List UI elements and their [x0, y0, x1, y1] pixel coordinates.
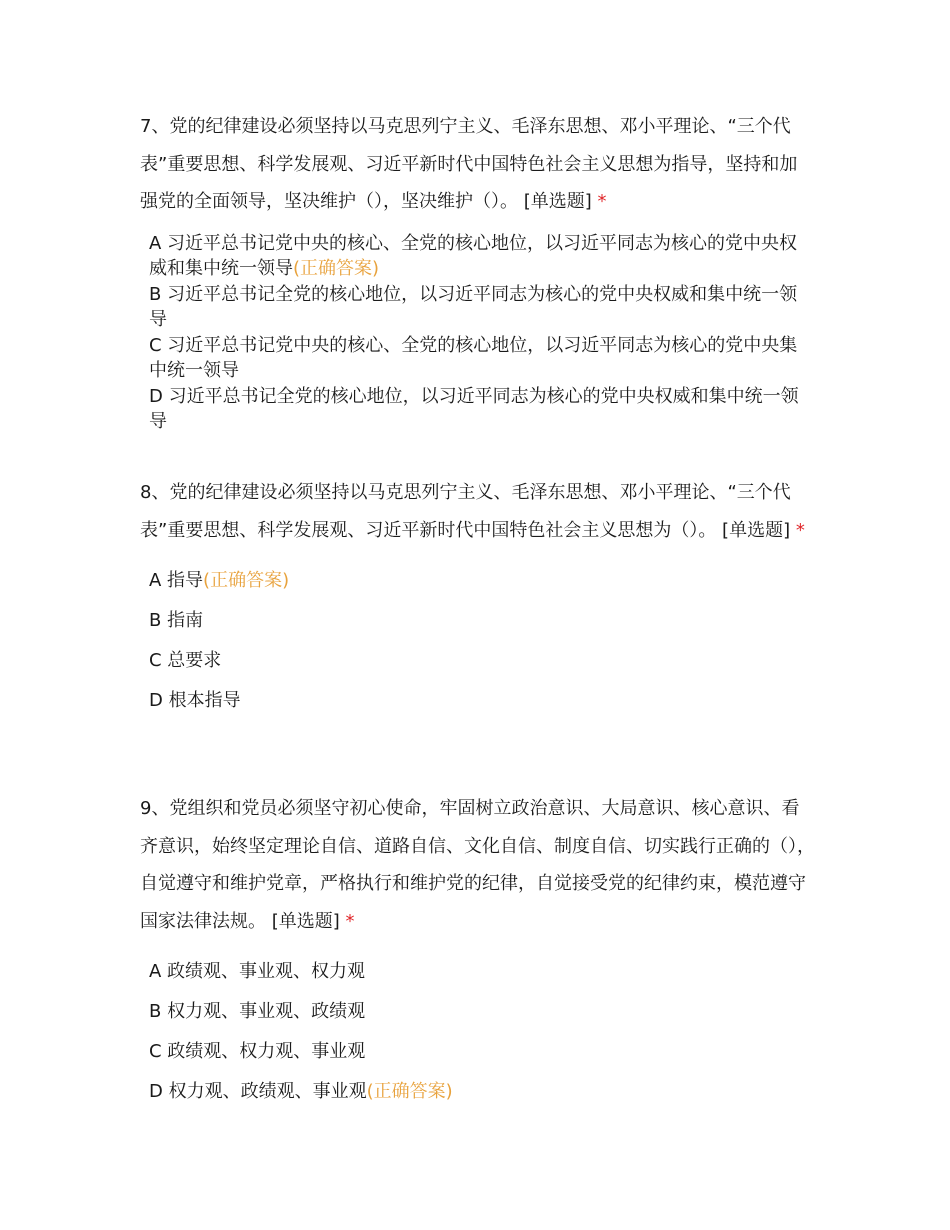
option-a[interactable]: [149, 952, 815, 992]
question-text: 9、党组织和党员必须坚守初心使命，牢固树立政治意识、大局意识、核心意识、看齐意识，始终坚定理论自信、道路自信、文化自信、制度自信、切实践行正确的（），自觉遵守和维护党章，严格执行和维护党的纪律，自觉接受党的纪律约束，模范遵守国家法律法规。 [单选题]: [140, 798, 815, 932]
option-text: A 习近平总书记党中央的核心、全党的核心地位，以习近平同志为核心的党中央权威和集中统一领导: [149, 232, 798, 279]
option-b[interactable]: [149, 601, 815, 641]
option-c[interactable]: [149, 333, 815, 383]
option-text: B 习近平总书记全党的核心地位，以习近平同志为核心的党中央权威和集中统一领导: [149, 283, 798, 330]
option-a[interactable]: [149, 561, 815, 601]
option-b[interactable]: [149, 282, 815, 332]
option-text: C 政绩观、权力观、事业观: [149, 1041, 366, 1062]
option-a[interactable]: [149, 231, 815, 281]
required-mark: *: [597, 191, 607, 212]
required-mark: *: [345, 910, 355, 932]
question-7: [140, 108, 815, 435]
required-mark: *: [795, 519, 805, 541]
option-c[interactable]: [149, 641, 815, 681]
option-text: B 权力观、事业观、政绩观: [149, 1001, 366, 1022]
options-list: [140, 952, 815, 1112]
option-text: C 习近平总书记党中央的核心、全党的核心地位，以习近平同志为核心的党中央集中统一领导: [149, 334, 798, 381]
correct-answer-mark: (正确答案): [293, 257, 380, 279]
option-text: A 指导: [149, 570, 204, 591]
option-text: D 根本指导: [149, 690, 241, 711]
question-stem: [140, 474, 815, 549]
correct-answer-mark: (正确答案): [203, 570, 290, 591]
options-list: [140, 231, 815, 434]
question-stem: [140, 108, 815, 221]
option-text: B 指南: [149, 610, 204, 631]
option-text: D 习近平总书记全党的核心地位，以习近平同志为核心的党中央权威和集中统一领导: [149, 385, 799, 432]
option-d[interactable]: [149, 384, 815, 434]
option-b[interactable]: [149, 992, 815, 1032]
option-text: C 总要求: [149, 650, 222, 671]
question-8: [140, 474, 815, 721]
question-text: 7、党的纪律建设必须坚持以马克思列宁主义、毛泽东思想、邓小平理论、“三个代表”重要思想、科学发展观、习近平新时代中国特色社会主义思想为指导，坚持和加强党的全面领导，坚决维护（），坚决维护（）。 [单选题]: [140, 116, 798, 212]
options-list: [140, 561, 815, 721]
option-d[interactable]: [149, 1072, 815, 1112]
option-text: A 政绩观、事业观、权力观: [149, 961, 366, 982]
question-stem: [140, 790, 815, 940]
option-text: D 权力观、政绩观、事业观: [149, 1081, 367, 1102]
option-c[interactable]: [149, 1032, 815, 1072]
question-9: [140, 790, 815, 1112]
question-text: 8、党的纪律建设必须坚持以马克思列宁主义、毛泽东思想、邓小平理论、“三个代表”重要思想、科学发展观、习近平新时代中国特色社会主义思想为（）。 [单选题]: [140, 482, 791, 541]
option-d[interactable]: [149, 681, 815, 721]
correct-answer-mark: (正确答案): [366, 1081, 453, 1102]
